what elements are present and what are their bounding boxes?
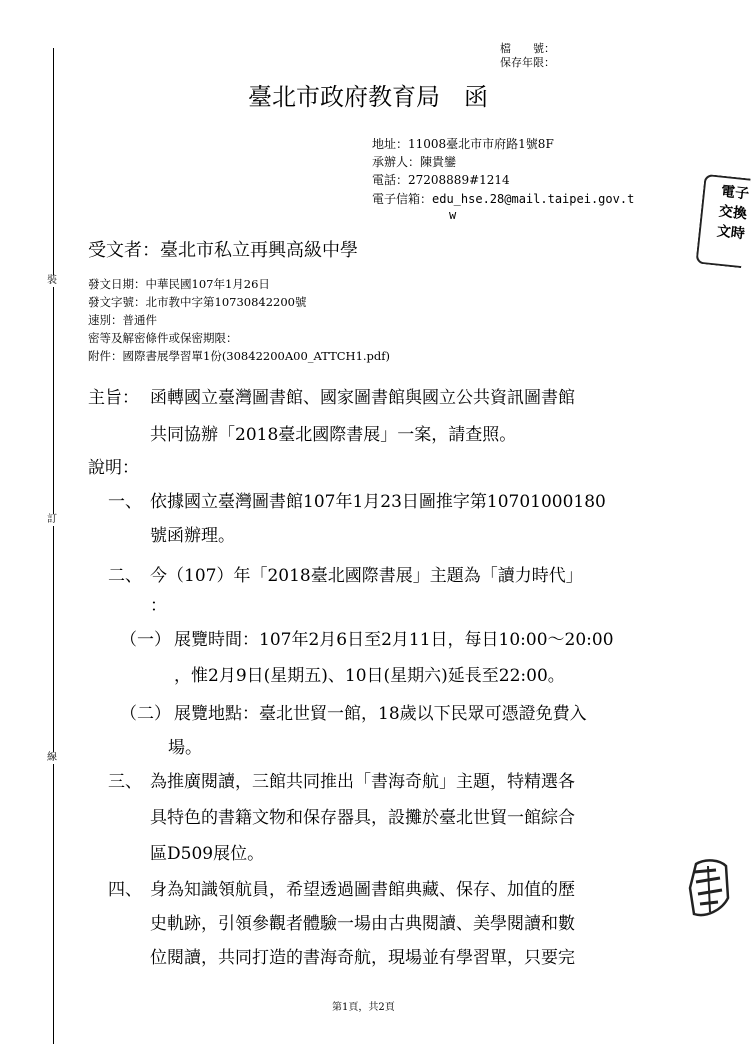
item-number: 三、 [108, 772, 142, 792]
secrecy-level: 密等及解密條件或保密期限： [88, 331, 238, 345]
attachment: 附件：國際書展學習單1份(30842200A00_ATTCH1.pdf) [88, 349, 391, 363]
binding-line [53, 48, 54, 1044]
binding-char-middle: 訂 [47, 514, 57, 525]
item-line: ： [150, 596, 167, 616]
sender-address: 地址：11008臺北市市府路1號8F [372, 137, 554, 151]
item-line: 號函辦理。 [150, 526, 235, 546]
sender-email-continued: w [449, 208, 457, 222]
item-line: 具特色的書籍文物和保存器具，設攤於臺北世貿一館綜合 [150, 808, 575, 828]
delivery-speed: 速別：普通件 [88, 313, 157, 327]
item-line: 史軌跡，引領參觀者體驗一場由古典閱讀、美學閱讀和數 [150, 914, 575, 934]
recipient: 受文者：臺北市私立再興高級中學 [88, 240, 358, 261]
page-footer: 第1頁，共2頁 [332, 1002, 395, 1013]
subject-line: 函轉國立臺灣圖書館、國家圖書館與國立公共資訊圖書館 [150, 388, 575, 408]
item-line: 區D509展位。 [150, 844, 265, 864]
file-number-label: 檔 號： [500, 42, 555, 55]
item-line: 依據國立臺灣圖書館107年1月23日圖推字第10701000180 [150, 492, 606, 512]
subitem-line: 展覽時間：107年2月6日至2月11日，每日10:00～20:00 [174, 630, 614, 650]
item-line: 為推廣閱讀，三館共同推出「書海奇航」主題，特精選各 [150, 772, 575, 792]
item-number: 二、 [108, 566, 142, 586]
page-seal-stamp [686, 858, 730, 922]
subitem-line: ，惟2月9日(星期五)、10日(星期六)延長至22:00。 [174, 666, 565, 686]
binding-char-bottom: 線 [47, 752, 57, 763]
item-line: 位閱讀，共同打造的書海奇航，現場並有學習單，只要完 [150, 948, 575, 968]
item-number: 一、 [108, 492, 142, 512]
stamp-char: 文 [716, 223, 732, 241]
subject-line: 共同協辦「2018臺北國際書展」一案，請查照。 [150, 425, 517, 445]
document-number: 發文字號：北市教中字第10730842200號 [88, 295, 307, 309]
stamp-char: 時 [729, 224, 746, 243]
stamp-char: 換 [732, 205, 748, 223]
stamp-char: 電 [720, 183, 736, 202]
item-number: 四、 [108, 880, 142, 900]
explanation-label: 說明： [88, 458, 139, 478]
sender-phone: 電話：27208889#1214 [372, 173, 510, 187]
subitem-line: 展覽地點：臺北世貿一館，18歲以下民眾可憑證免費入 [174, 704, 587, 724]
binding-char-top: 裝 [47, 275, 57, 286]
subject-label: 主旨： [88, 388, 139, 408]
electronic-exchange-stamp [695, 174, 750, 268]
subitem-line: 場。 [168, 738, 202, 758]
issue-date: 發文日期：中華民國107年1月26日 [88, 277, 270, 291]
subitem-number: （一） [120, 630, 171, 650]
item-line: 今（107）年「2018臺北國際書展」主題為「讀力時代」 [150, 566, 583, 586]
sender-contact: 承辦人：陳貴鑾 [372, 155, 457, 169]
stamp-char: 子 [734, 185, 750, 203]
stamp-char: 交 [718, 203, 734, 221]
item-line: 身為知識領航員，希望透過圖書館典藏、保存、加值的歷 [150, 880, 575, 900]
subitem-number: （二） [120, 704, 171, 724]
retention-period-label: 保存年限： [500, 56, 555, 69]
sender-email: 電子信箱：edu_hse.28@mail.taipei.gov.t [372, 192, 635, 206]
document-title: 臺北市政府教育局 函 [248, 83, 488, 111]
